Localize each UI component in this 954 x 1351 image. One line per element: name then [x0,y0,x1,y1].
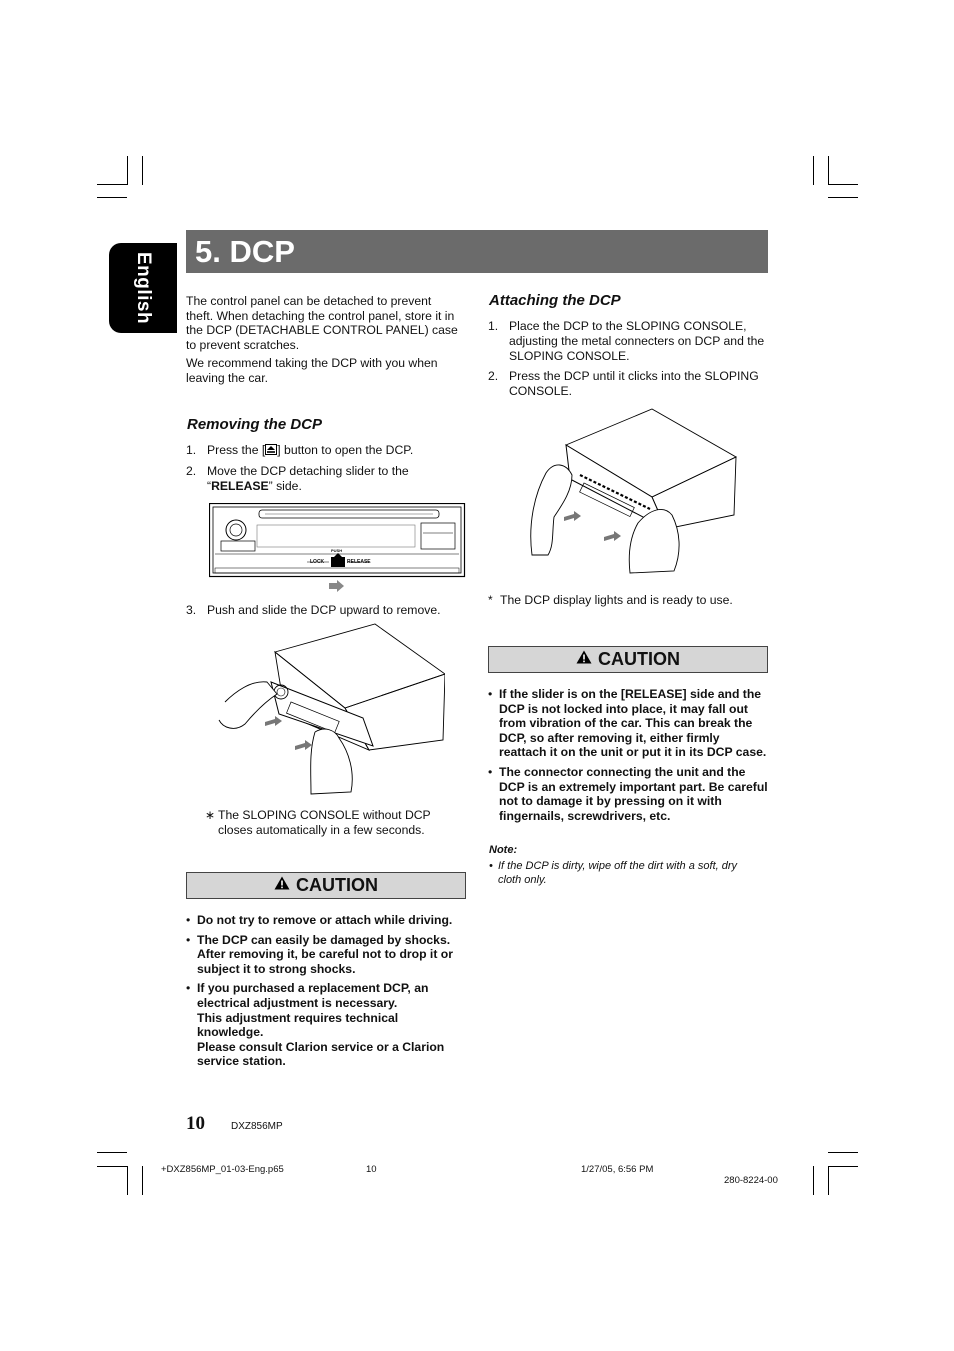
attaching-illustration [518,405,738,580]
warning-icon [576,650,592,669]
list-item: 1. Place the DCP to the SLOPING CONSOLE, adjusting the metal connecters on DCP and the SLOPING CONSOLE. [488,319,765,363]
list-item: 3. Push and slide the DCP upward to remove. [186,603,441,617]
model-label: DXZ856MP [231,1121,283,1132]
slider-release-label: RELEASE [347,559,371,565]
list-item: 2. Press the DCP until it clicks into the SLOPING CONSOLE. [488,369,759,398]
list-item: • Do not try to remove or attach while driving. [186,913,466,928]
eject-icon [265,444,277,459]
page-number: 10 [186,1113,205,1134]
removing-heading: Removing the DCP [187,416,323,433]
removing-illustration [215,622,445,805]
list-item: • The connector connecting the unit and the DCP is an extremely important part. Be careful not to damage it by pressing on it with fingernails, screwdrivers, etc. [488,765,768,823]
file-page: 10 [366,1164,377,1175]
list-item: 2. Move the DCP detaching slider to the “RELEASE” side. [186,464,409,493]
caution-label: CAUTION [598,649,680,669]
list-item: 1. Press the [ ] button to open the DCP. [186,443,414,457]
attaching-heading: Attaching the DCP [489,292,621,309]
warning-icon [274,876,290,895]
caution-label: CAUTION [296,875,378,895]
caution-list-left [186,913,466,1074]
caution-box-left [186,872,466,899]
intro-paragraph: The control panel can be detached to prevent theft. When detaching the control panel, store it in the DCP (DETACHABLE CONTROL PANEL) case to prevent scratches. [186,294,458,352]
attaching-steps [488,319,766,404]
cleaning-note: If the DCP is dirty, wipe off the dirt with a soft, dry cloth only. [498,860,738,886]
caution-list-right [488,687,768,828]
note-heading: Note: [489,844,518,856]
file-name: +DXZ856MP_01-03-Eng.p65 [161,1164,284,1175]
print-date: 1/27/05, 6:56 PM [581,1164,654,1175]
list-item: • The DCP can easily be damaged by shocks. After removing it, be careful not to drop it or subject it to strong shocks. [186,933,466,977]
slider-lock-label: LOCK [310,559,325,565]
note-mark: * [488,593,493,607]
intro-paragraph: We recommend taking the DCP with you when leaving the car. [186,356,438,385]
section-title-bar [186,230,768,273]
bullet-mark: • [489,860,493,872]
faceplate-illustration [209,503,467,600]
page-title: 5. DCP [195,234,295,269]
document-code: 280-8224-00 [724,1175,778,1186]
removing-steps [186,443,464,499]
note-mark: ∗ [205,808,216,822]
language-tab [109,243,177,333]
list-item: • If you purchased a replacement DCP, an electrical adjustment is necessary. This adjustment requires technical knowledge. Please consult Clarion service or a Clarion service station. [186,981,466,1069]
language-tab-label: English [133,251,154,325]
removing-steps-continued [186,603,464,623]
caution-box-right [488,646,768,673]
attaching-note: The DCP display lights and is ready to use. [500,593,733,607]
list-item: • If the slider is on the [RELEASE] side and the DCP is not locked into place, it may fall out from vibration of the car. This can break the DCP, so after removing it, either firmly reattach it on the unit or put it in its DCP case. [488,687,768,760]
removing-note: The SLOPING CONSOLE without DCP closes automatically in a few seconds. [218,808,431,837]
push-label: PUSH [331,548,343,553]
